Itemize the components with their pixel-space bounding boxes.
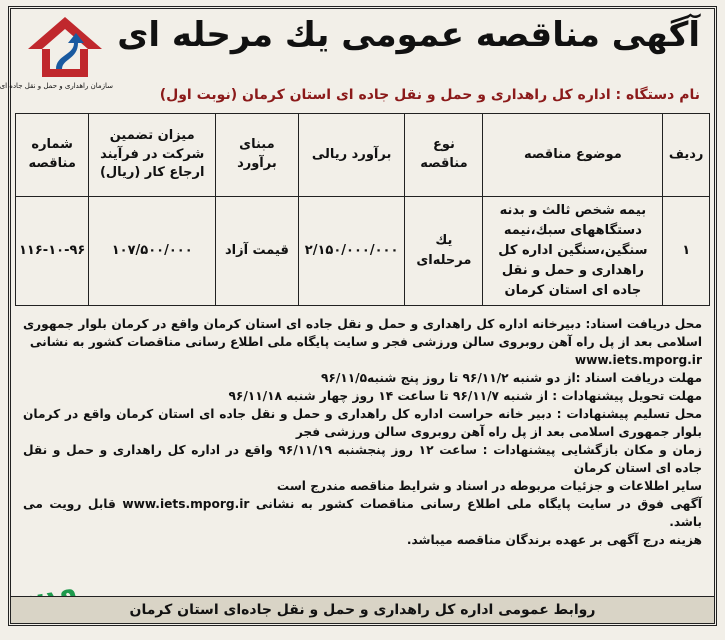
ad-site-text (23, 495, 702, 531)
other-info-text: سایر اطلاعات و جزئیات مربوطه در اسناد و شرایط مناقصه مندرج است (276, 479, 702, 493)
ad-site-suffix: قابل رویت می باشد. (23, 497, 702, 529)
column-header: میزان تضمین شرکت در فرآیند ارجاع کار (ریال) (89, 114, 216, 197)
guarantee-cell: ۱۰۷/۵۰۰/۰۰۰ (89, 197, 216, 306)
logo-caption: سازمان راهداری و حمل و نقل جاده ای (0, 82, 113, 90)
notice-header (0, 9, 714, 90)
type-cell: یك مرحله‌ای (405, 197, 483, 306)
organization-name: نام دستگاه : اداره کل راهداری و حمل و نقل جاده ای استان کرمان (نوبت اول) (159, 87, 700, 103)
cost-text: هزینه درج آگهی بر عهده برندگان مناقصه میباشد. (406, 533, 702, 547)
receive-deadline-text: مهلت دریافت اسناد :از دو شنبه ۹۶/۱۱/۲ تا روز پنج شنبه۹۶/۱۱/۵ (320, 371, 702, 385)
column-header: شماره مناقصه (16, 114, 89, 197)
tender-number-cell: ۱۱۶-۱۰-۹۶ (16, 197, 89, 306)
organization-logo (0, 15, 113, 90)
footer-banner: روابط عمومی اداره کل راهداری و حمل و نقل جاده‌ای استان کرمان (11, 596, 714, 623)
ad-site-link[interactable]: www.iets.mporg.ir (122, 497, 250, 511)
column-header: نوع مناقصه (405, 114, 483, 197)
road-logo-icon (26, 15, 104, 81)
estimate-cell: ۲/۱۵۰/۰۰۰/۰۰۰ (298, 197, 405, 306)
notice-title: آگهی مناقصه عمومی یك مرحله ای (117, 15, 700, 55)
column-header: مبنای برآورد (216, 114, 299, 197)
site-link[interactable]: www.iets.mporg.ir (574, 353, 702, 367)
tender-notice (0, 6, 717, 626)
row-number-cell: ۱ (663, 197, 710, 306)
notice-details (23, 315, 702, 549)
tender-table (15, 113, 710, 306)
column-header: موضوع مناقصه (483, 114, 663, 197)
opening-text: زمان و مکان بازگشایی پیشنهادات : ساعت ۱۲ روز پنجشنبه ۹۶/۱۱/۱۹ واقع در اداره کل راهداری و حمل و نقل جاده ای استان کرمان (23, 443, 702, 475)
submit-deadline-text: مهلت تحویل پیشنهادات : از شنبه ۹۶/۱۱/۷ تا ساعت ۱۴ روز چهار شنبه ۹۶/۱۱/۱۸ (228, 389, 702, 403)
submit-place-text: محل تسلیم پیشنهادات : دبیر خانه حراست اداره کل راهداری و حمل و نقل جاده ای استان کرمان واقع در کرمان بلوار جمهوری اسلامی بعد از پل راه آهن روبروی سالن ورزشی فجر (23, 407, 702, 439)
receive-place-text: محل دریافت اسناد: دبیرخانه اداره کل راهداری و حمل و نقل جاده ای استان کرمان واقع در کرمان بلوار جمهوری اسلامی بعد از پل راه آهن روبروی سالن ورزشی فجر و سایت پایگاه ملی اطلاع رسانی مناقصات کشور به نشانی (23, 317, 702, 349)
column-header: ردیف (663, 114, 710, 197)
column-header: برآورد ریالی (298, 114, 405, 197)
table-row (16, 197, 710, 306)
basis-cell: قیمت آزاد (216, 197, 299, 306)
table-header-row (16, 114, 710, 197)
subject-cell: بیمه شخص ثالث و بدنه دستگاههای سبك،نیمه سنگین،سنگین اداره کل راهداری و حمل و نقل جاده ای استان کرمان (483, 197, 663, 306)
ad-site-prefix: آگهی فوق در سایت پایگاه ملی اطلاع رسانی مناقصات کشور به نشانی (255, 497, 702, 511)
